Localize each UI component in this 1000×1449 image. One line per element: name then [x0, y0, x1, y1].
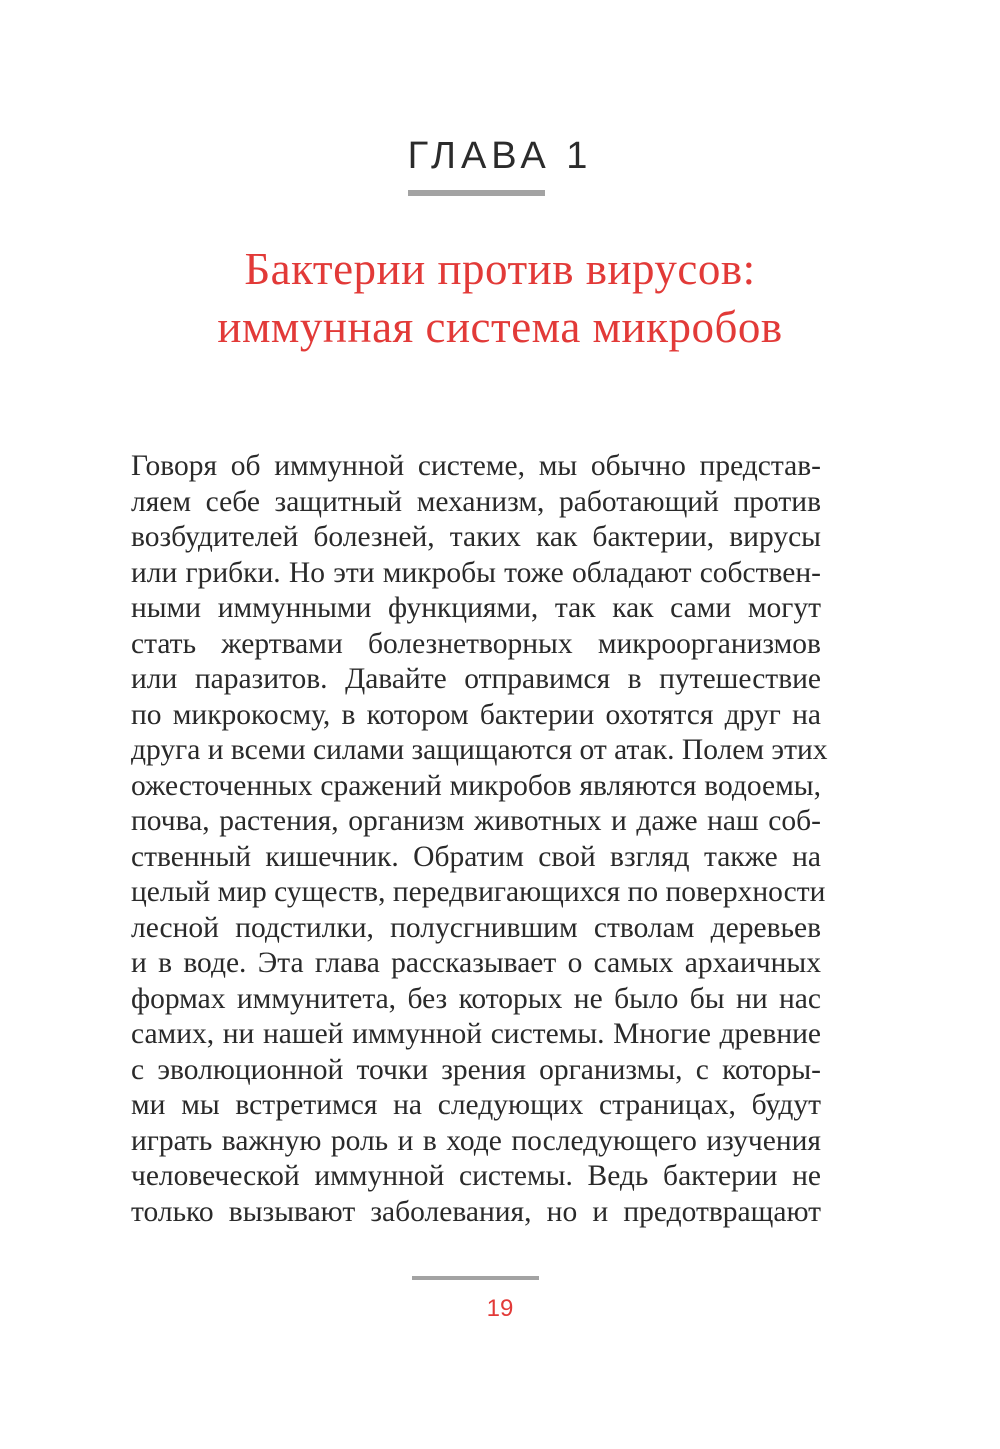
paragraph-line: играть важную роль и в ходе последующего изучения — [131, 1124, 821, 1157]
paragraph-line: самих, ни нашей иммунной системы. Многие древние — [131, 1018, 821, 1050]
chapter-divider — [408, 190, 545, 196]
paragraph-line: с эволюционной точки зрения организмы, с которы- — [131, 1053, 821, 1086]
paragraph-line: или паразитов. Давайте отправимся в путешествие — [131, 663, 821, 695]
chapter-title-line: Бактерии против вирусов: — [244, 244, 756, 294]
paragraph-line: почва, растения, организм животных и даже наш соб- — [131, 805, 821, 837]
paragraph-line: целый мир существ, передвигающихся по поверхности — [131, 876, 826, 908]
paragraph-line: лесной подстилки, полусгнившим стволам деревьев — [131, 911, 821, 944]
paragraph-line: по микрокосму, в котором бактерии охотятся друг на — [131, 698, 821, 731]
paragraph-line: человеческой иммунной системы. Ведь бактерии не — [131, 1160, 821, 1192]
chapter-title-line: иммунная система микробов — [217, 302, 783, 352]
paragraph-line: ми мы встретимся на следующих страницах, будут — [131, 1089, 821, 1121]
paragraph-line: формах иммунитета, без которых не было бы ни нас — [131, 982, 821, 1015]
paragraph-line: Говоря об иммунной системе, мы обычно представ- — [131, 450, 821, 482]
body-paragraph — [131, 449, 828, 1230]
paragraph-line: друга и всеми силами защищаются от атак. Полем этих — [131, 734, 828, 766]
footer-divider — [412, 1276, 539, 1280]
paragraph-line: ляем себе защитный механизм, работающий против — [131, 485, 821, 518]
paragraph-line: ственный кишечник. Обратим свой взгляд также на — [131, 840, 821, 873]
paragraph-line: возбудителей болезней, таких как бактерии, вирусы — [131, 521, 821, 553]
paragraph-line: стать жертвами болезнетворных микроорганизмов — [131, 627, 821, 660]
paragraph-line: ными иммунными функциями, так как сами могут — [131, 592, 821, 624]
paragraph-line: ожесточенных сражений микробов являются водоемы, — [131, 769, 821, 802]
paragraph-line: или грибки. Но эти микробы тоже обладают собствен- — [131, 556, 821, 589]
page-number: 19 — [486, 1295, 514, 1322]
chapter-label: ГЛАВА 1 — [407, 135, 593, 177]
paragraph-line: только вызывают заболевания, но и предотвращают — [131, 1195, 821, 1228]
chapter-title — [0, 240, 1000, 356]
paragraph-line: и в воде. Эта глава рассказывает о самых архаичных — [131, 947, 821, 979]
